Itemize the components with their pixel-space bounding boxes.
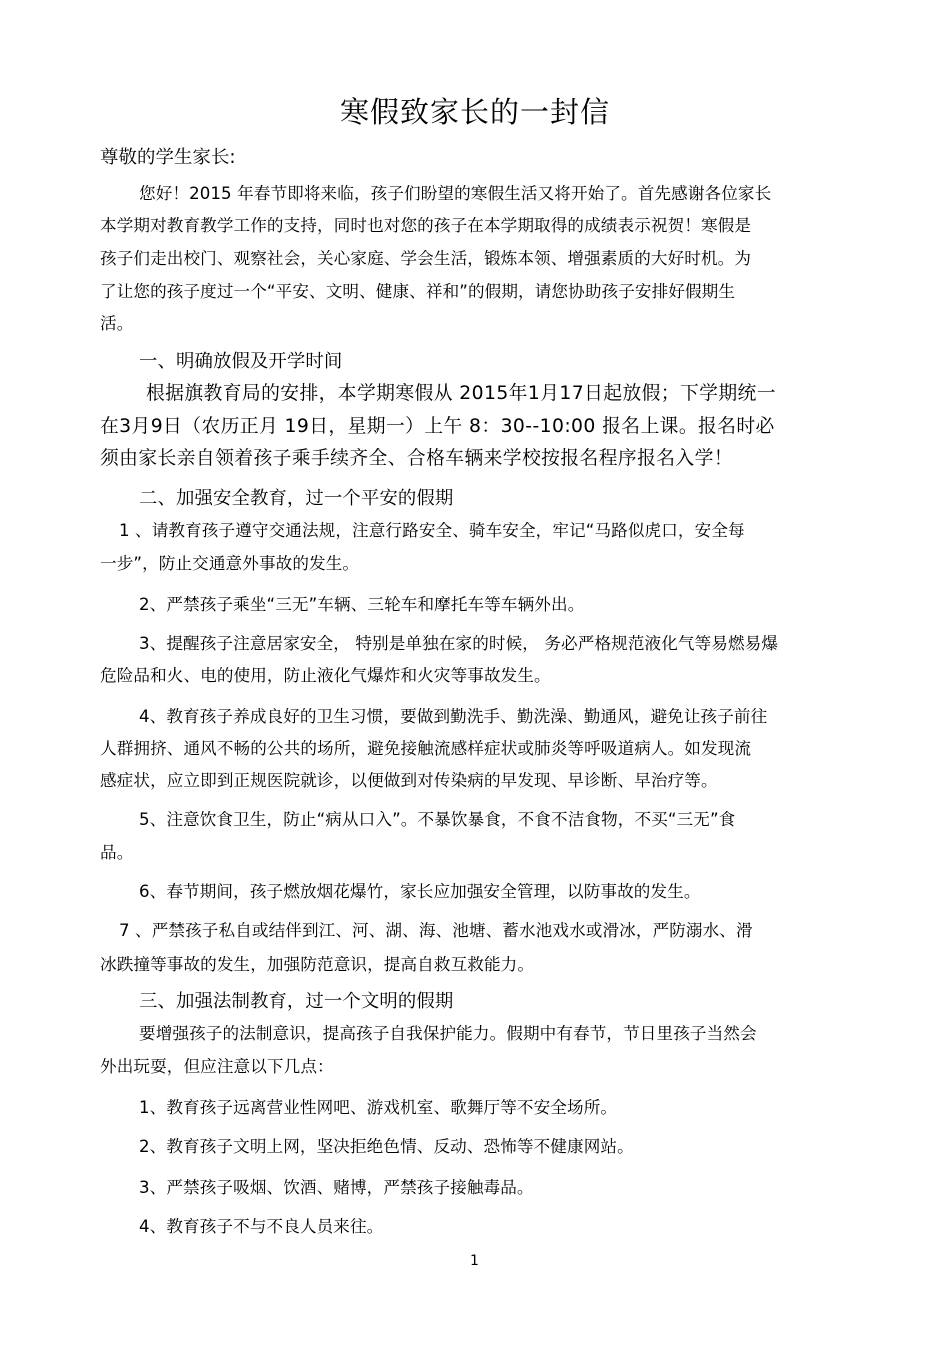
list-item-line: 4、教育孩子不与不良人员来往。 [139,1217,384,1236]
list-item-line: 一步”，防止交通意外事故的发生。 [100,554,360,573]
section-heading: 三、加强法制教育，过一个文明的假期 [139,991,454,1012]
list-item-line: 2、严禁孩子乘坐“三无”车辆、三轮车和摩托车等车辆外出。 [139,595,585,614]
list-item-line: 3、提醒孩子注意居家安全， 特别是单独在家的时候， 务必严格规范液化气等易燃易爆 [139,634,779,653]
intro-line: 孩子们走出校门、观察社会，关心家庭、学会生活，锻炼本领、增强素质的大好时机。为 [100,249,752,268]
list-item-line: 危险品和火、电的使用，防止液化气爆炸和火灾等事故发生。 [100,666,551,685]
letter-title: 寒假致家长的一封信 [339,95,610,129]
list-item-line: 4、教育孩子养成良好的卫生习惯，要做到勤洗手、勤洗澡、勤通风，避免让孩子前往 [139,707,768,726]
intro-line: 活。 [100,314,134,333]
section-line: 外出玩耍，但应注意以下几点： [100,1057,334,1076]
section-line: 须由家长亲自领着孩子乘手续齐全、合格车辆来学校按报名程序报名入学！ [100,448,733,469]
list-item-line: 感症状，应立即到正规医院就诊，以便做到对传染病的早发现、早诊断、早治疗等。 [100,771,718,790]
section-heading: 一、明确放假及开学时间 [139,351,343,372]
list-item-line: 1、教育孩子远离营业性网吧、游戏机室、歌舞厅等不安全场所。 [139,1098,618,1117]
list-item-line: 6、春节期间，孩子燃放烟花爆竹，家长应加强安全管理，以防事故的发生。 [139,882,701,901]
intro-line: 本学期对教育教学工作的支持，同时也对您的孩子在本学期取得的成绩表示祝贺！寒假是 [100,216,752,235]
intro-line: 了让您的孩子度过一个“平安、文明、健康、祥和”的假期，请您协助孩子安排好假期生 [100,282,736,301]
list-item-line: 1 、请教育孩子遵守交通法规，注意行路安全、骑车安全，牢记“马路似虎口，安全每 [119,521,745,540]
list-item-line: 冰跌撞等事故的发生，加强防范意识，提高自救互救能力。 [100,955,535,974]
page-number: 1 [470,1253,480,1269]
salutation: 尊敬的学生家长: [100,147,236,168]
list-item-line: 7 、严禁孩子私自或结伴到江、河、湖、海、池塘、蓄水池戏水或滑冰，严防溺水、滑 [119,921,753,940]
section-line: 根据旗教育局的安排，本学期寒假从 2015年1月17日起放假；下学期统一 [146,383,776,404]
list-item-line: 品。 [100,843,134,862]
section-line: 要增强孩子的法制意识，提高孩子自我保护能力。假期中有春节，节日里孩子当然会 [139,1024,757,1043]
intro-line: 您好！2015 年春节即将来临，孩子们盼望的寒假生活又将开始了。首先感谢各位家长 [139,184,772,203]
list-item-line: 2、教育孩子文明上网，坚决拒绝色情、反动、恐怖等不健康网站。 [139,1137,634,1156]
list-item-line: 3、严禁孩子吸烟、饮酒、赌博，严禁孩子接触毒品。 [139,1178,534,1197]
list-item-line: 人群拥挤、通风不畅的公共的场所，避免接触流感样症状或肺炎等呼吸道病人。如发现流 [100,739,752,758]
list-item-line: 5、注意饮食卫生，防止“病从口入”。不暴饮暴食，不食不洁食物，不买“三无”食 [139,810,736,829]
section-heading: 二、加强安全教育，过一个平安的假期 [139,488,454,509]
section-line: 在3月9日（农历正月 19日，星期一）上午 8：30--10:00 报名上课。报名时必 [100,416,775,437]
